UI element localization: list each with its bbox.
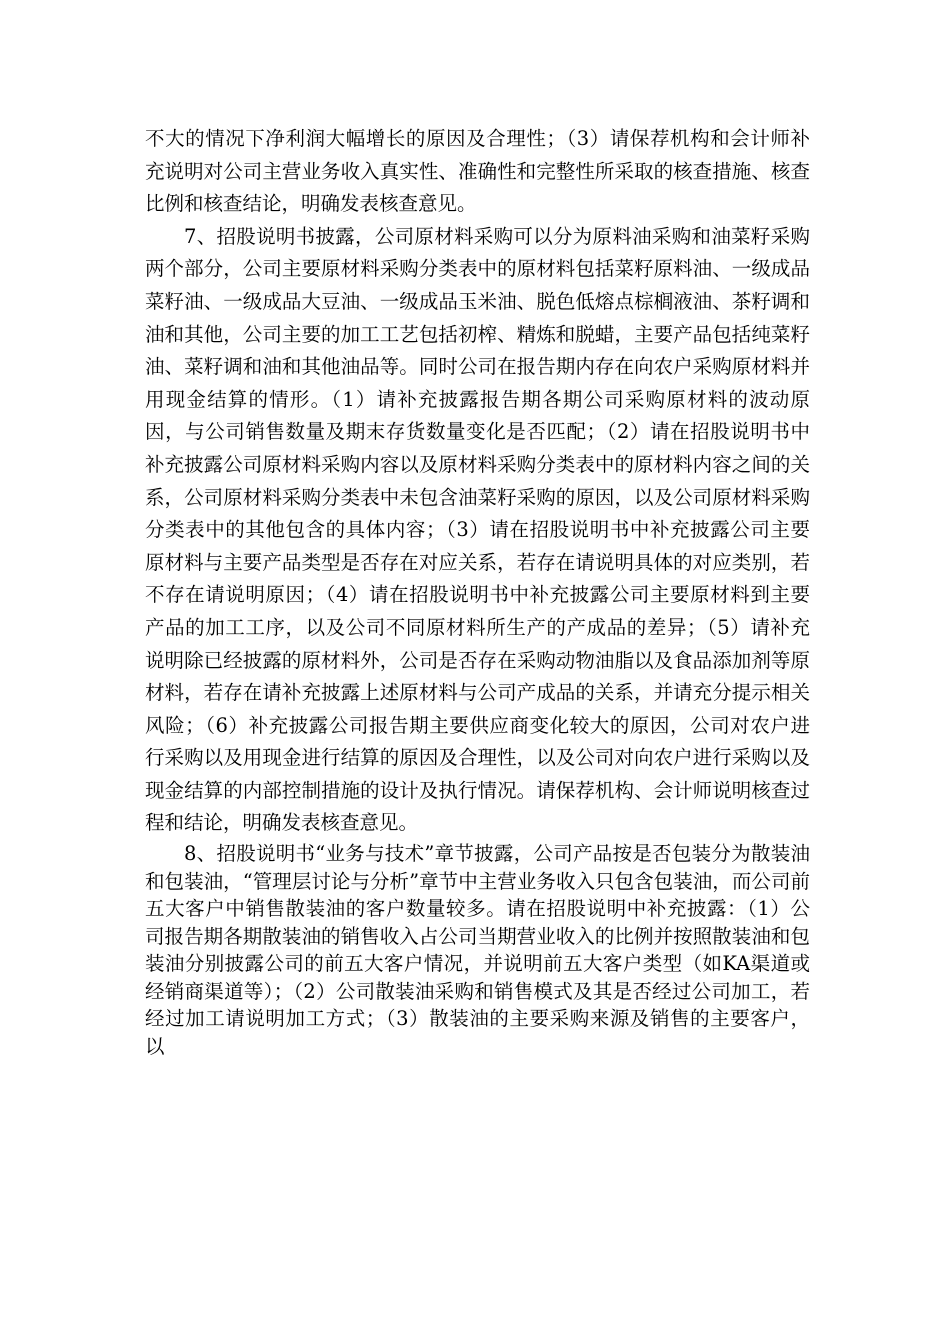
paragraph-item-7: 7、招股说明书披露，公司原材料采购可以分为原料油采购和油菜籽采购两个部分，公司主要原材料采购分类表中的原材料包括菜籽原料油、一级成品菜籽油、一级成品大豆油、一级成品玉米油、脱色低熔点棕榈液油、茶籽调和油和其他，公司主要的加工工艺包括初榨、精炼和脱蜡，主要产品包括纯菜籽油、菜籽调和油和其他油品等。同时公司在报告期内存在向农户采购原材料并用现金结算的情形。（1）请补充披露报告期各期公司采购原材料的波动原因，与公司销售数量及期末存货数量变化是否匹配；（2）请在招股说明书中补充披露公司原材料采购内容以及原材料采购分类表中的原材料内容之间的关系，公司原材料采购分类表中未包含油菜籽采购的原因，以及公司原材料采购分类表中的其他包含的具体内容；（3）请在招股说明书中补充披露公司主要原材料与主要产品类型是否存在对应关系，若存在请说明具体的对应类别，若不存在请说明原因；（4）请在招股说明书中补充披露公司主要原材料到主要产品的加工工序，以及公司不同原材料所生产的产成品的差异；（5）请补充说明除已经披露的原材料外，公司是否存在采购动物油脂以及食品添加剂等原材料，若存在请补充披露上述原材料与公司产成品的关系，并请充分提示相关风险；（6）补充披露公司报告期主要供应商变化较大的原因，公司对农户进行采购以及用现金进行结算的原因及合理性，以及公司对向农户进行采购以及现金结算的内部控制措施的设计及执行情况。请保荐机构、会计师说明核查过程和结论，明确发表核查意见。 [145, 224, 810, 835]
paragraph-item-8: 8、招股说明书“业务与技术”章节披露，公司产品按是否包装分为散装油和包装油，“管理层讨论与分析”章节中主营业务收入只包含包装油，而公司前五大客户中销售散装油的客户数量较多。请在招股说明中补充披露：（1）公司报告期各期散装油的销售收入占公司当期营业收入的比例并按照散装油和包装油分别披露公司的前五大客户情况，并说明前五大客户类型（如KA渠道或经销商渠道等）；（2）公司散装油采购和销售模式及其是否经过公司加工，若经过加工请说明加工方式；（3）散装油的主要采购来源及销售的主要客户，以 [145, 842, 810, 1058]
document-body [145, 123, 810, 1060]
paragraph-continuation: 不大的情况下净利润大幅增长的原因及合理性；（3）请保荐机构和会计师补充说明对公司主营业务收入真实性、准确性和完整性所采取的核查措施、核查比例和核查结论，明确发表核查意见。 [145, 127, 810, 216]
